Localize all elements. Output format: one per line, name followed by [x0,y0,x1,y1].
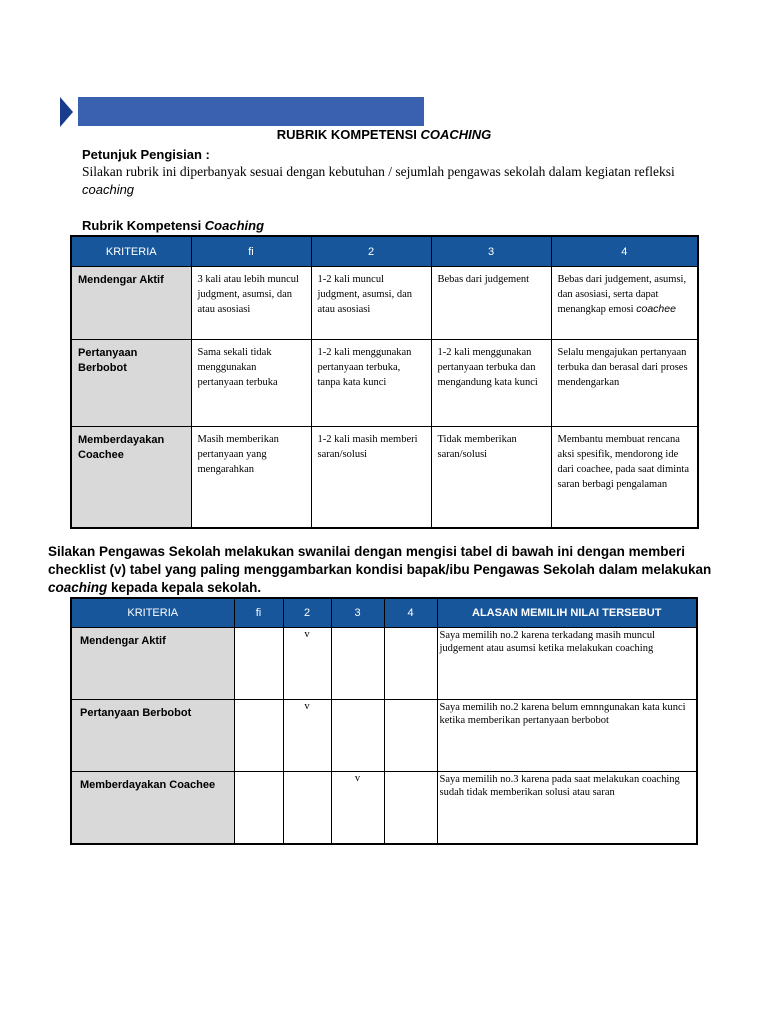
rubric-criteria: Mendengar Aktif [71,267,191,340]
reason-cell[interactable]: Saya memilih no.2 karena belum emnngunakan kata kunci ketika memberikan pertanyaan berbobot [437,700,697,772]
table-row [71,427,698,528]
self-criteria: Mendengar Aktif [71,628,234,700]
rubric-cell: Bebas dari judgement, asumsi, dan asosiasi, serta dapat menangkap emosi coachee [551,267,698,340]
self-assessment-instructions: Silakan Pengawas Sekolah melakukan swanilai dengan mengisi tabel di bawah ini dengan memberi checklist (v) tabel yang paling menggambarkan kondisi bapak/ibu Pengawas Sekolah dalam melakukan coaching kepada kepala sekolah. [48,544,712,595]
rubric-cell: 1-2 kali menggunakan pertanyaan terbuka, tanpa kata kunci [311,340,431,427]
rubric-header-score-1: fi [191,236,311,267]
checkbox-cell[interactable] [384,628,437,700]
checkbox-cell[interactable] [234,700,283,772]
rubric-cell: Bebas dari judgement [431,267,551,340]
rubric-header-kriteria: KRITERIA [71,236,191,267]
checkbox-cell[interactable] [384,700,437,772]
self-header-row [71,598,697,628]
rubric-cell: Tidak memberikan saran/solusi [431,427,551,528]
rubric-cell: 1-2 kali menggunakan pertanyaan terbuka dan mengandung kata kunci [431,340,551,427]
header-bar [78,97,424,126]
rubric-header-score-2: 2 [311,236,431,267]
checkbox-cell[interactable] [331,628,384,700]
rubric-cell: Sama sekali tidak menggunakan pertanyaan terbuka [191,340,311,427]
instructions-heading: Petunjuk Pengisian : [82,147,210,162]
checkbox-cell[interactable]: v [331,772,384,844]
header-tab-decoration [60,97,73,127]
rubric-table [70,235,699,529]
rubric-cell: 1-2 kali masih memberi saran/solusi [311,427,431,528]
rubric-cell: 3 kali atau lebih muncul judgment, asumsi, dan atau asosiasi [191,267,311,340]
instructions-text: Silakan rubrik ini diperbanyak sesuai dengan kebutuhan / sejumlah pengawas sekolah dalam kegiatan refleksi coaching [82,164,675,197]
self-header-score-2: 2 [283,598,331,628]
rubric-criteria: Memberdayakan Coachee [71,427,191,528]
self-header-score-1: fi [234,598,283,628]
rubric-cell: Selalu mengajukan pertanyaan terbuka dan berasal dari proses mendengarkan [551,340,698,427]
rubric-cell: Masih memberikan pertanyaan yang mengarahkan [191,427,311,528]
self-assessment-table [70,597,698,845]
checkbox-cell[interactable] [234,628,283,700]
checkbox-cell[interactable] [234,772,283,844]
checkbox-cell[interactable] [283,772,331,844]
table-row [71,772,697,844]
self-header-kriteria: KRITERIA [71,598,234,628]
checkbox-cell[interactable] [331,700,384,772]
self-header-score-3: 3 [331,598,384,628]
checkbox-cell[interactable] [384,772,437,844]
table-row [71,628,697,700]
rubric-header-score-4: 4 [551,236,698,267]
reason-cell[interactable]: Saya memilih no.2 karena terkadang masih muncul judgement atau asumsi ketika melakukan coaching [437,628,697,700]
self-criteria: Pertanyaan Berbobot [71,700,234,772]
table-row [71,267,698,340]
rubric-cell: 1-2 kali muncul judgment, asumsi, dan atau asosiasi [311,267,431,340]
reason-cell[interactable]: Saya memilih no.3 karena pada saat melakukan coaching sudah tidak memberikan solusi atau saran [437,772,697,844]
table-row [71,340,698,427]
table-row [71,700,697,772]
rubric-header-row [71,236,698,267]
document-title: RUBRIK KOMPETENSI COACHING [276,127,492,142]
self-header-score-4: 4 [384,598,437,628]
self-header-reason: ALASAN MEMILIH NILAI TERSEBUT [437,598,697,628]
rubric-cell: Membantu membuat rencana aksi spesifik, mendorong ide dari coachee, pada saat diminta saran berbagi pengalaman [551,427,698,528]
rubric-subtitle: Rubrik Kompetensi Coaching [82,218,265,233]
rubric-criteria: Pertanyaan Berbobot [71,340,191,427]
self-criteria: Memberdayakan Coachee [71,772,234,844]
checkbox-cell[interactable]: v [283,628,331,700]
checkbox-cell[interactable]: v [283,700,331,772]
rubric-header-score-3: 3 [431,236,551,267]
